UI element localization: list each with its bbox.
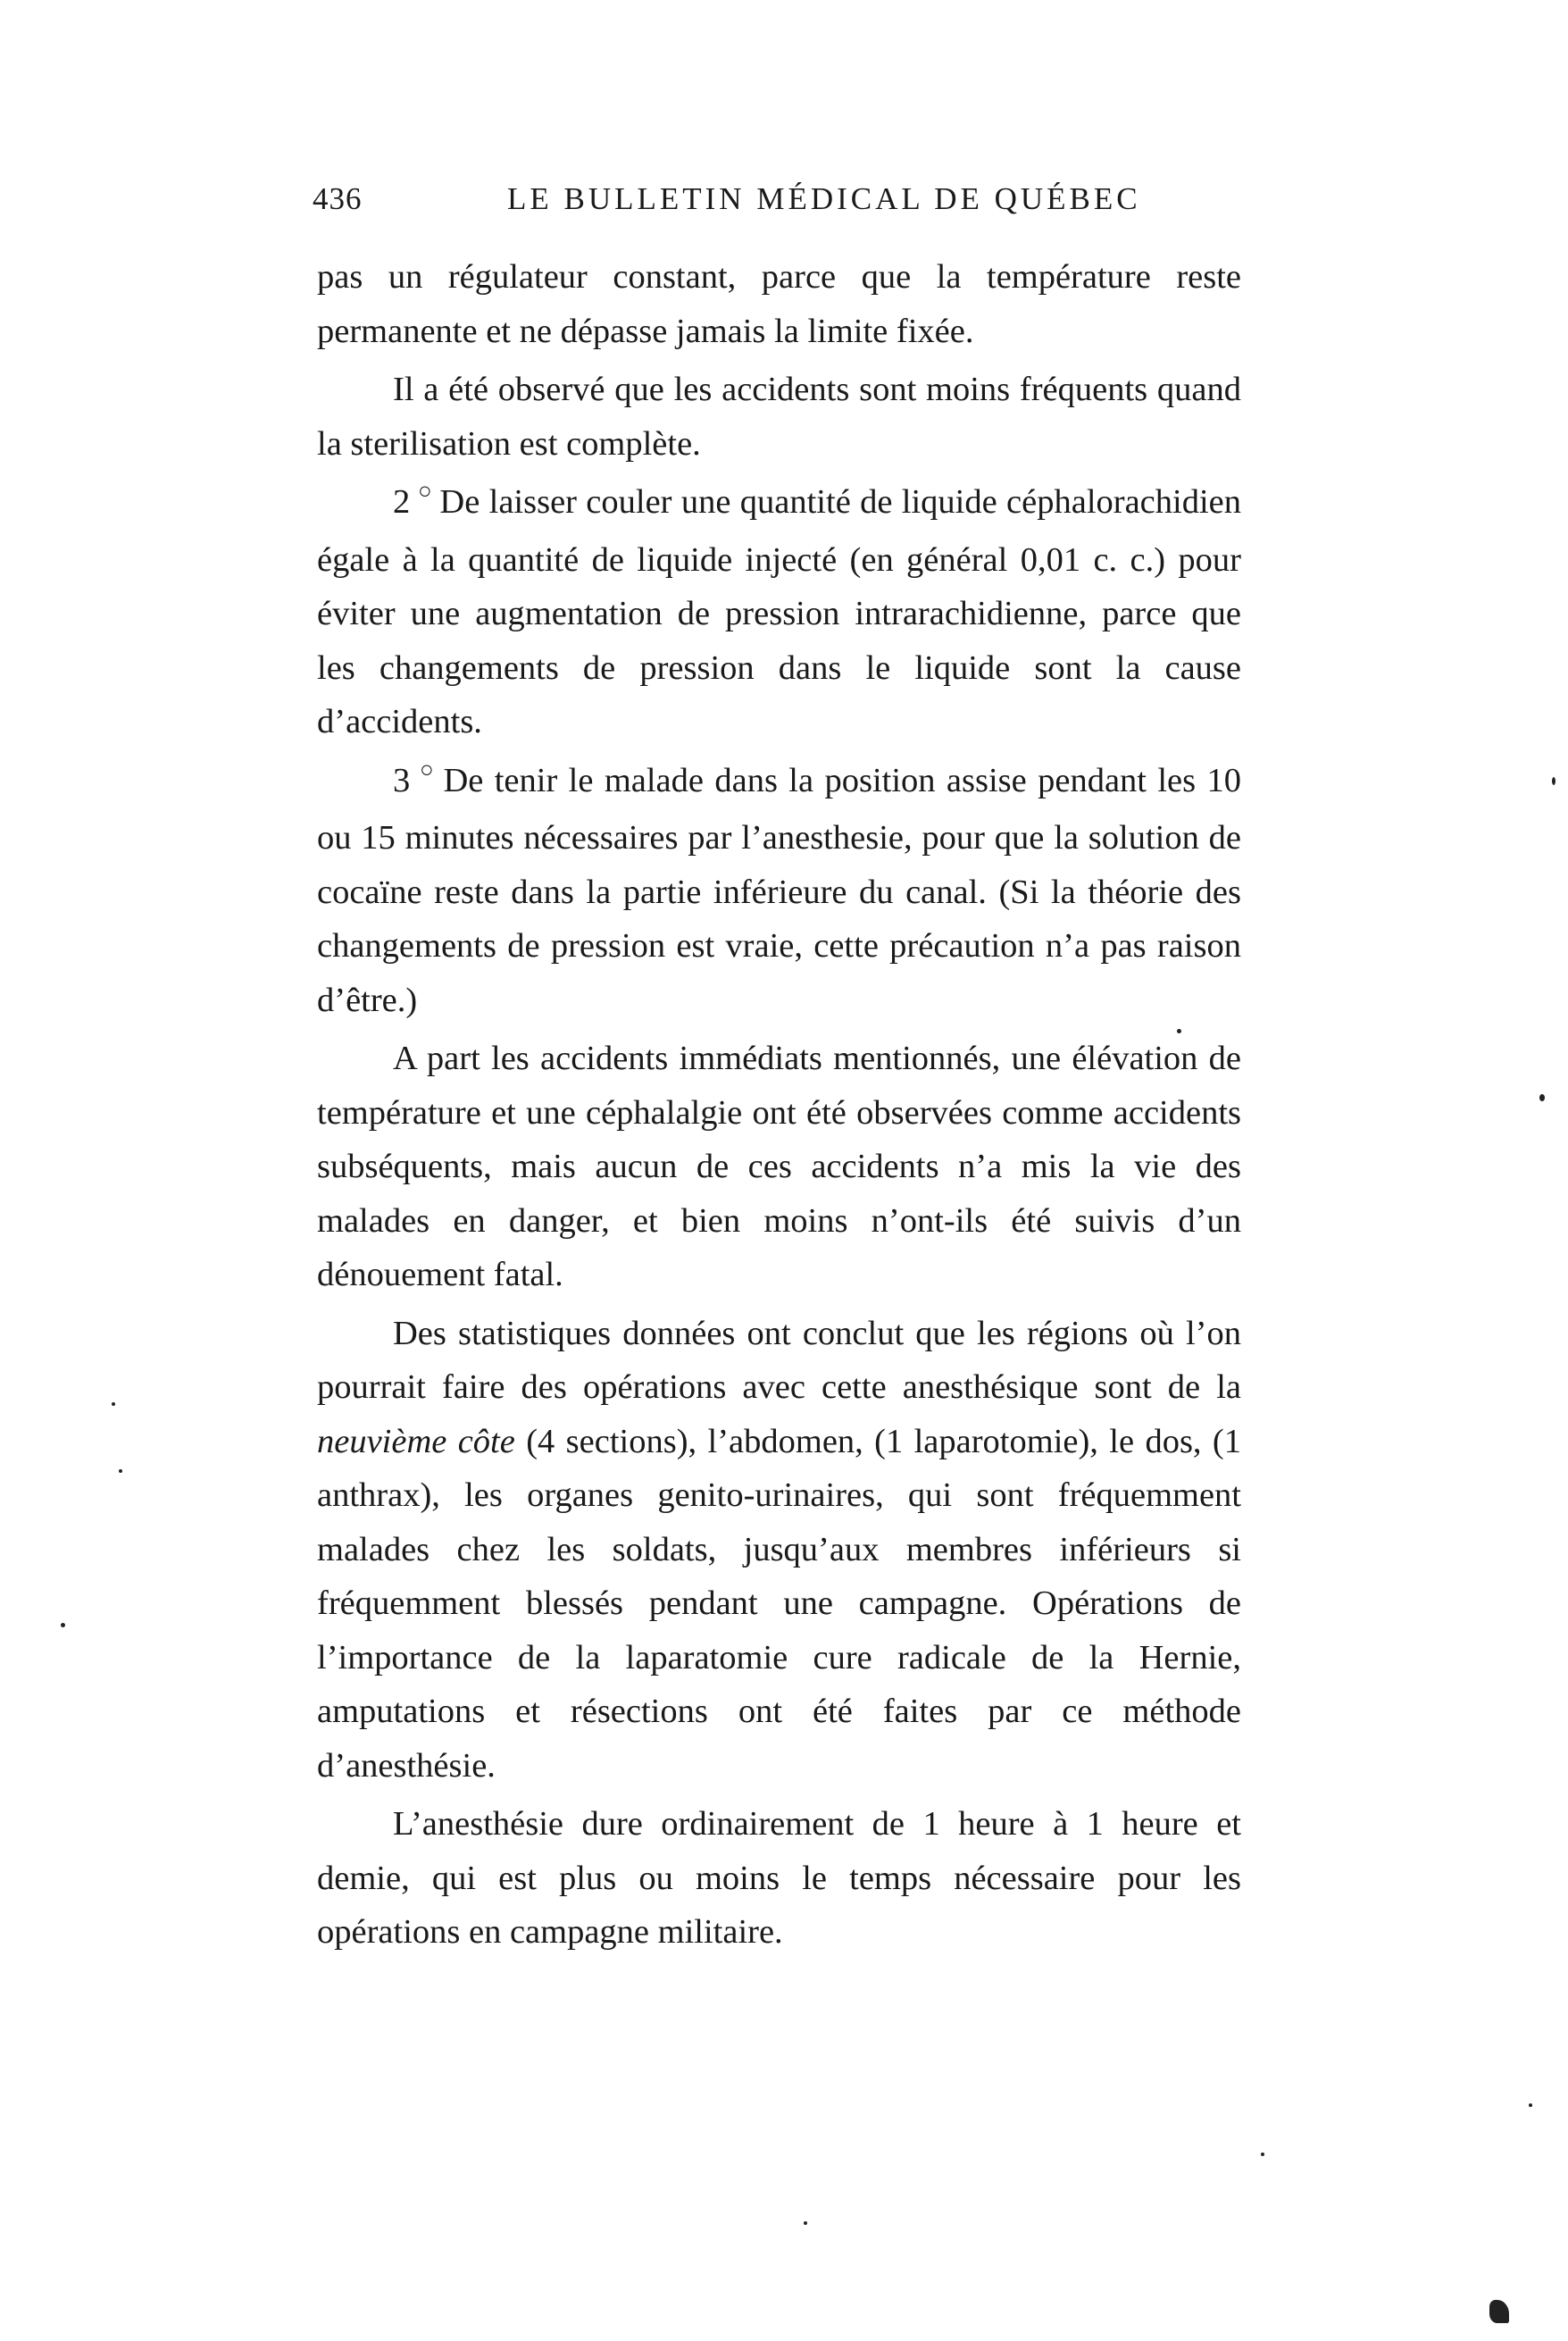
degree-symbol: ○ <box>417 756 437 782</box>
scan-speck <box>119 1469 122 1473</box>
point-text: De laisser couler une quantité de liquide céphalorachidien égale à la quantité de liquide injecté (en général 0,01 c. c.) pour éviter une augmentation de pression intrarachidienne, parce que les changements de pression dans le liquide sont la cause d’accidents. <box>317 483 1241 740</box>
page-number: 436 <box>313 181 363 216</box>
running-head <box>313 177 1241 222</box>
scan-speck <box>1529 2103 1532 2107</box>
paragraph-statistics <box>317 1307 1241 1793</box>
point-number: 2 <box>393 483 413 521</box>
journal-title: LE BULLETIN MÉDICAL DE QUÉBEC <box>507 181 1141 216</box>
scan-speck <box>1489 2300 1509 2323</box>
scan-speck <box>804 2221 807 2225</box>
statistics-text-start: Des statistiques données ont conclut que les régions où l’on pourrait faire des opérations avec cette anesthésique sont de la <box>317 1314 1241 1406</box>
statistics-text-end: (4 sections), l’abdomen, (1 laparotomie), le dos, (1 anthrax), les organes genito-urinaires, qui sont fréquemment malades chez les soldats, jusqu’aux membres inférieurs si fréquemment blessés pendant une campagne. Opérations de l’importance de la laparatomie cure radicale de la Hernie, amputations et résections ont été faites par ce méthode d’anesthésie. <box>317 1422 1241 1785</box>
scan-speck <box>112 1402 115 1406</box>
paragraph-continuation: pas un régulateur constant, parce que la température reste permanente et ne dépasse jamais la limite fixée. <box>317 258 1241 350</box>
scan-speck <box>1177 1029 1181 1033</box>
paragraph-accidents: A part les accidents immédiats mentionnés, une élévation de température et une céphalalgie ont été observées comme accidents subséquents, mais aucun de ces accidents n’a mis la vie des malades en danger, et bien moins n’ont-ils été suivis d’un dénouement fatal. <box>317 1040 1241 1293</box>
degree-symbol: ○ <box>417 478 433 504</box>
scan-speck <box>61 1623 65 1627</box>
point-text: De tenir le malade dans la position assise pendant les 10 ou 15 minutes nécessaires par l’anesthesie, pour que la solution de cocaïne reste dans la partie inférieure du canal. (Si la théorie des changements de pression est vraie, cette précaution n’a pas raison d’être.) <box>317 761 1241 1019</box>
scan-speck <box>1261 2153 1264 2156</box>
paragraph-point-2 <box>317 475 1241 749</box>
italic-term: neuvième côte <box>317 1422 515 1460</box>
scan-speck <box>1539 1094 1545 1101</box>
scan-speck <box>1552 777 1555 785</box>
paragraph-duration: L’anesthésie dure ordinairement de 1 heure à 1 heure et demie, qui est plus ou moins le temps nécessaire pour les opérations en campagne militaire. <box>317 1805 1241 1951</box>
paragraph-point-3 <box>317 754 1241 1028</box>
point-number: 3 <box>393 761 413 799</box>
article-body <box>317 250 1241 1964</box>
paragraph-sterilisation: Il a été observé que les accidents sont moins fréquents quand la sterilisation est complète. <box>317 371 1241 463</box>
